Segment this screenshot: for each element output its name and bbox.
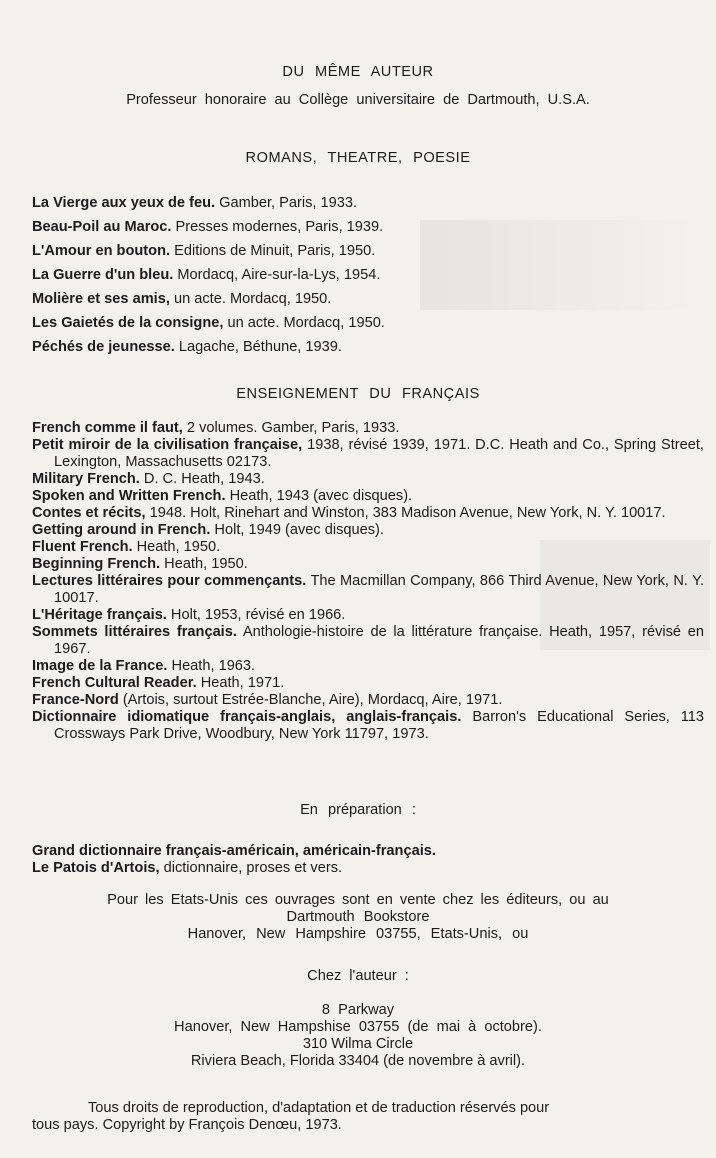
list-item: Petit miroir de la civilisation française, 1938, révisé 1939, 1971. D.C. Heath and Co., Spring Street, Lexington, Massachusetts 02173. <box>32 437 704 470</box>
list-item: Getting around in French. Holt, 1949 (avec disques). <box>32 522 384 538</box>
list-item: Military French. D. C. Heath, 1943. <box>32 471 265 487</box>
section-heading-novels-text: ROMANS, THEATRE, POESIE <box>245 150 471 166</box>
list-item: La Guerre d'un bleu. Mordacq, Aire-sur-la-Lys, 1954. <box>32 267 381 283</box>
teaching-list <box>32 420 704 743</box>
section-heading-preparation-text: En préparation : <box>300 802 416 818</box>
list-item: France-Nord (Artois, surtout Estrée-Blanche, Aire), Mordacq, Aire, 1971. <box>32 692 503 708</box>
sales-line-3: Hanover, New Hampshire 03755, Etats-Unis, ou <box>187 926 529 942</box>
list-item: Sommets littéraires français. Anthologie-histoire de la littérature française. Heath, 1957, révisé en 1967. <box>32 624 704 657</box>
novels-list <box>32 195 704 363</box>
list-item: Grand dictionnaire français-américain, américain-français. <box>32 843 436 859</box>
list-item: French comme il faut, 2 volumes. Gamber, Paris, 1933. <box>32 420 400 436</box>
address-line-4: Riviera Beach, Florida 33404 (de novembre à avril). <box>190 1053 526 1069</box>
copyright-line-2: tous pays. Copyright by François Denœu, 1973. <box>32 1117 342 1133</box>
address-line-3: 310 Wilma Circle <box>302 1036 414 1052</box>
preparation-list <box>32 843 704 877</box>
author-address <box>0 1002 716 1070</box>
list-item: Le Patois d'Artois, dictionnaire, proses et vers. <box>32 860 343 876</box>
page-title <box>0 64 716 80</box>
address-line-1: 8 Parkway <box>321 1002 395 1018</box>
author-affiliation-text: Professeur honoraire au Collège universitaire de Dartmouth, U.S.A. <box>126 92 590 108</box>
author-address-heading <box>0 968 716 984</box>
list-item: Contes et récits, 1948. Holt, Rinehart and Winston, 383 Madison Avenue, New York, N. Y. 10017. <box>32 505 666 521</box>
list-item: Fluent French. Heath, 1950. <box>32 539 221 555</box>
list-item: Spoken and Written French. Heath, 1943 (avec disques). <box>32 488 413 504</box>
copyright-notice <box>32 1100 704 1134</box>
sales-line-1: Pour les Etats-Unis ces ouvrages sont en vente chez les éditeurs, ou au <box>107 892 609 908</box>
list-item: Péchés de jeunesse. Lagache, Béthune, 1939. <box>32 339 342 355</box>
list-item: Dictionnaire idiomatique français-anglais, anglais-français. Barron's Educational Series, 113 Crossways Park Drive, Woodbury, New York 11797, 1973. <box>32 709 704 742</box>
section-heading-teaching <box>0 386 716 402</box>
list-item: Beginning French. Heath, 1950. <box>32 556 248 572</box>
section-heading-preparation <box>0 802 716 818</box>
copyright-line-1: Tous droits de reproduction, d'adaptation et de traduction réservés pour <box>88 1100 550 1116</box>
list-item: Molière et ses amis, un acte. Mordacq, 1950. <box>32 291 332 307</box>
list-item: L'Héritage français. Holt, 1953, révisé en 1966. <box>32 607 346 623</box>
section-heading-novels <box>0 150 716 166</box>
sales-info <box>0 892 716 943</box>
list-item: Les Gaietés de la consigne, un acte. Mordacq, 1950. <box>32 315 385 331</box>
list-item: Lectures littéraires pour commençants. The Macmillan Company, 866 Third Avenue, New York, N. Y. 10017. <box>32 573 704 606</box>
page-title-text: DU MÊME AUTEUR <box>282 64 434 80</box>
list-item: French Cultural Reader. Heath, 1971. <box>32 675 285 691</box>
list-item: Image de la France. Heath, 1963. <box>32 658 256 674</box>
list-item: L'Amour en bouton. Editions de Minuit, Paris, 1950. <box>32 243 376 259</box>
author-address-heading-text: Chez l'auteur : <box>307 968 409 984</box>
section-heading-teaching-text: ENSEIGNEMENT DU FRANÇAIS <box>236 386 480 402</box>
address-line-2: Hanover, New Hampshise 03755 (de mai à octobre). <box>174 1019 542 1035</box>
list-item: Beau-Poil au Maroc. Presses modernes, Paris, 1939. <box>32 219 384 235</box>
sales-line-2: Dartmouth Bookstore <box>286 909 430 925</box>
list-item: La Vierge aux yeux de feu. Gamber, Paris, 1933. <box>32 195 358 211</box>
author-affiliation <box>0 92 716 108</box>
